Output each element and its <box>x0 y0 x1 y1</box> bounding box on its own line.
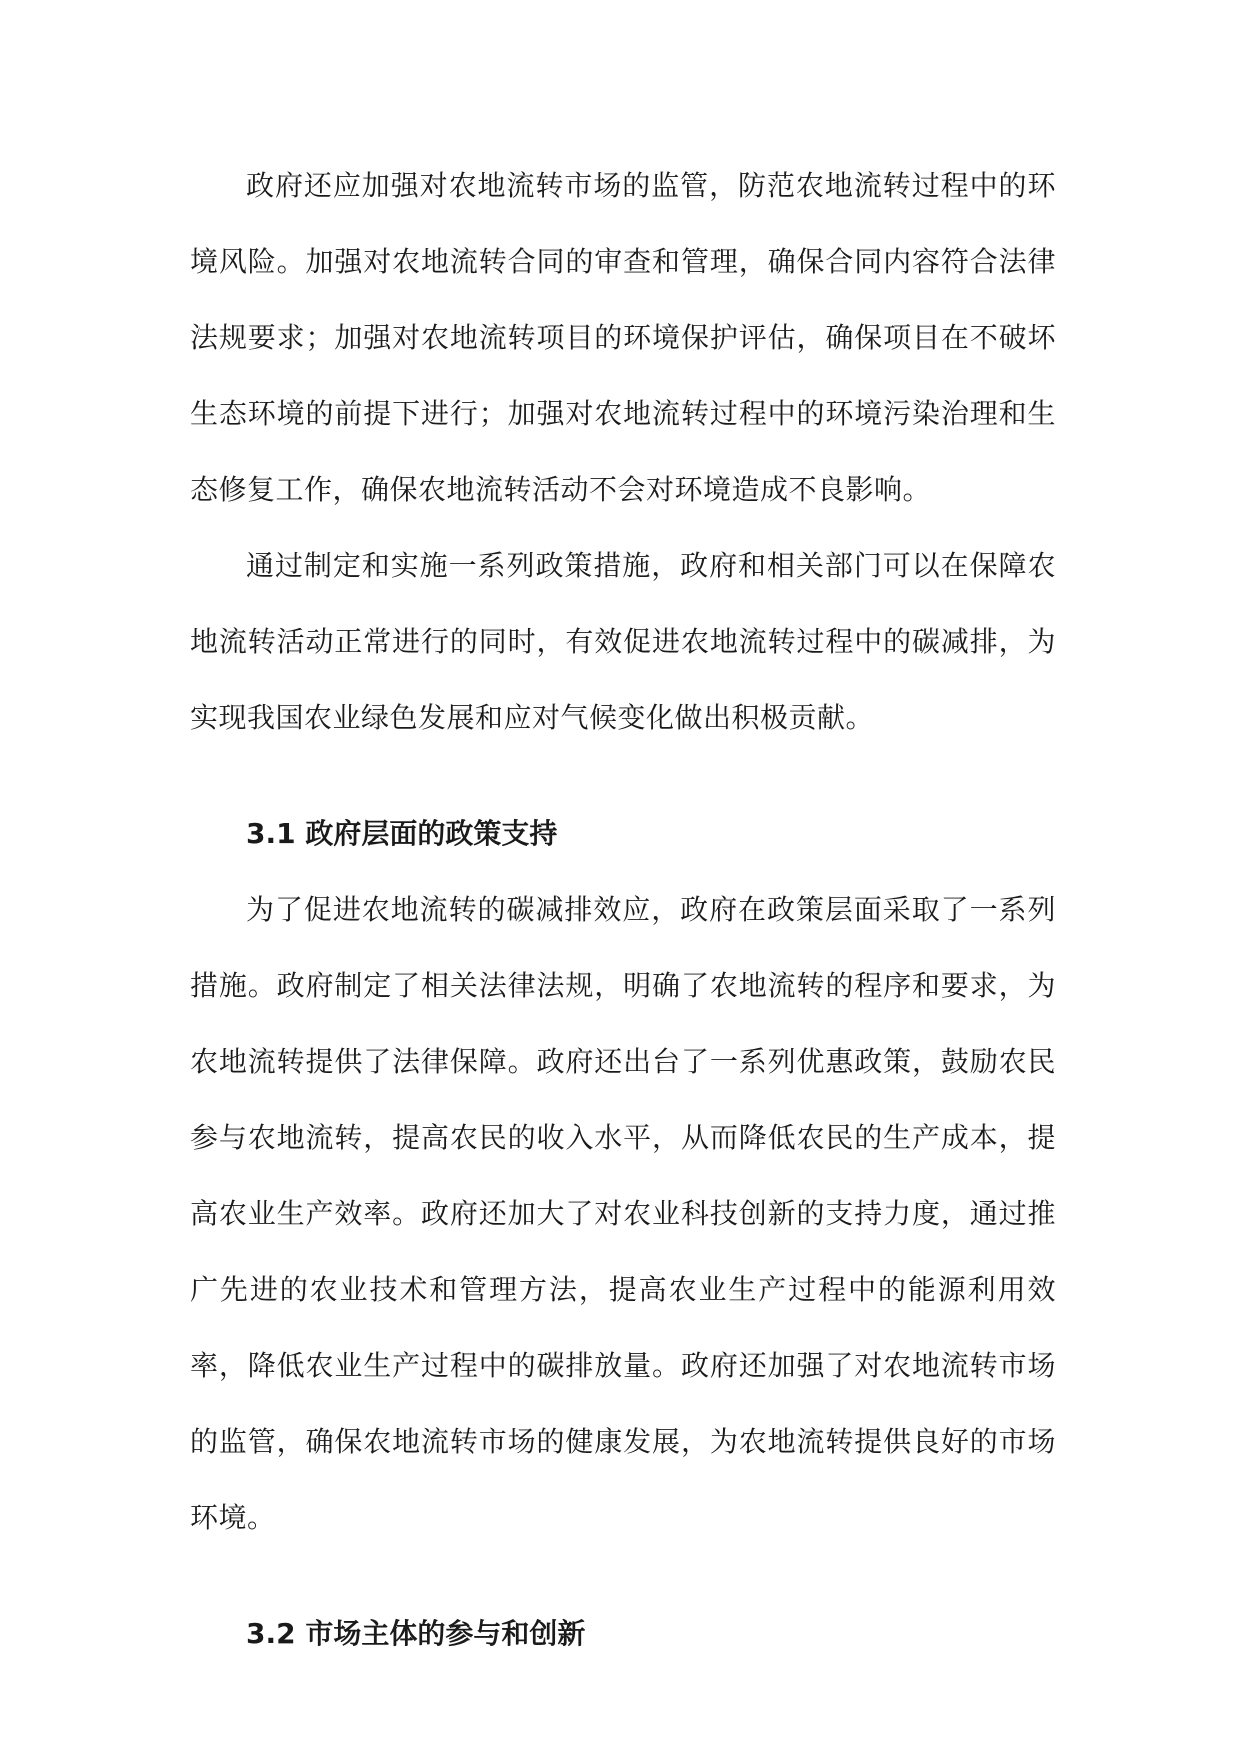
section-heading-3-2: 3.2 市场主体的参与和创新 <box>246 1617 586 1650</box>
section-heading-3-1: 3.1 政府层面的政策支持 <box>246 817 558 850</box>
spacer <box>190 756 1056 796</box>
paragraph-environmental-supervision: 政府还应加强对农地流转市场的监管，防范农地流转过程中的环境风险。加强对农地流转合同的审查和管理，确保合同内容符合法律法规要求；加强对农地流转项目的环境保护评估，确保项目在不破坏生态环境的前提下进行；加强对农地流转过程中的环境污染治理和生态修复工作，确保农地流转活动不会对环境造成不良影响。 <box>190 169 1056 506</box>
document-page <box>190 148 1056 1672</box>
paragraph-government-policy-support: 为了促进农地流转的碳减排效应，政府在政策层面采取了一系列措施。政府制定了相关法律法规，明确了农地流转的程序和要求，为农地流转提供了法律保障。政府还出台了一系列优惠政策，鼓励农民参与农地流转，提高农民的收入水平，从而降低农民的生产成本，提高农业生产效率。政府还加大了对农业科技创新的支持力度，通过推广先进的农业技术和管理方法，提高农业生产过程中的能源利用效率，降低农业生产过程中的碳排放量。政府还加强了对农地流转市场的监管，确保农地流转市场的健康发展，为农地流转提供良好的市场环境。 <box>190 893 1056 1534</box>
spacer <box>190 1556 1056 1596</box>
paragraph-policy-summary: 通过制定和实施一系列政策措施，政府和相关部门可以在保障农地流转活动正常进行的同时，有效促进农地流转过程中的碳减排，为实现我国农业绿色发展和应对气候变化做出积极贡献。 <box>190 549 1056 734</box>
